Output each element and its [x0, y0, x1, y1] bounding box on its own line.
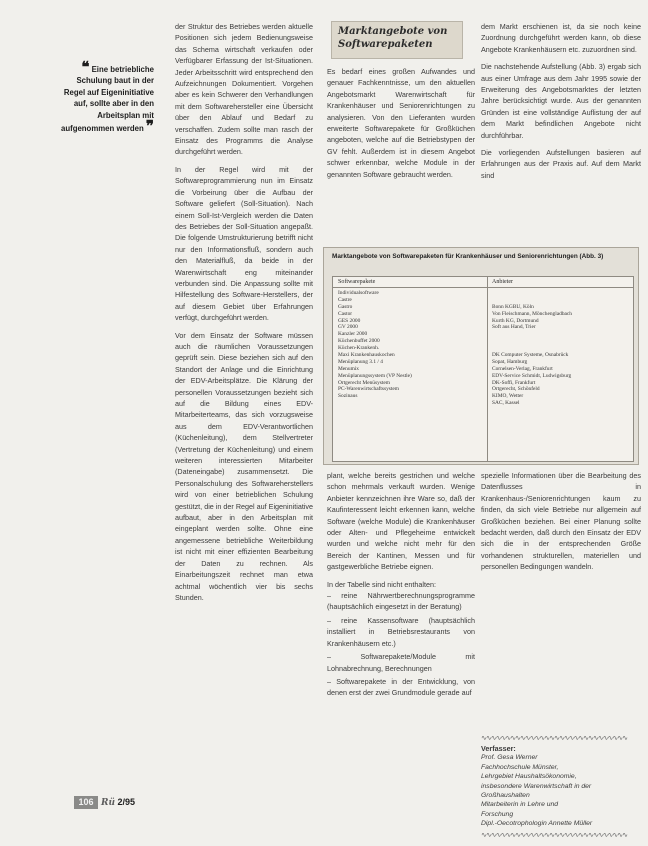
table-cell: KIMO, Wetter	[492, 393, 524, 400]
section-header-box	[331, 21, 463, 59]
text-column-1	[175, 21, 313, 609]
text-column-2-bottom	[327, 470, 475, 699]
section-title: Marktangebote von Softwarepaketen	[338, 26, 448, 50]
list-item: – Softwarepakete/Module mit Lohnabrechnung, Berechnungen	[327, 652, 475, 673]
paragraph: In der Tabelle sind nicht enthalten:	[327, 579, 436, 589]
author-box	[481, 744, 641, 829]
table-cell: Individualsoftware	[338, 290, 379, 296]
open-quote-icon: ❝	[81, 58, 90, 76]
paragraph: Es bedarf eines großen Aufwandes und genauer Fachkenntnisse, um den aktuellen Angebotsmarkt Warenwirtschaft für Krankenhäuser und Seniorenrichtungen zu analysieren. Von den Lieferanten wurden erweiterte Softwarepakete für Großküchen angeboten, welche auf die Betriebstypen der GV fehlt. Außerdem ist in diesem Angebot schwer erkennbar, welche Module in der genannten Software gebraucht werden.	[327, 67, 475, 179]
paragraph: spezielle Informationen über die Bearbeitung des Datenflusses in Krankenhaus-/Seniorenrichtungen kaum zu finden, da sich viele Betriebe nur allgemein auf Großküchen beziehen. Bei einer Planung sollte bedacht werden, daß durch den Einsatz der EDV sich die in der entsprechenden Größe vorhandenen strukturellen, materiellen und personellen Bedingungen wandeln.	[481, 471, 641, 572]
table-right-column	[492, 290, 630, 407]
author-line: insbesondere Warenwirtschaft in der	[481, 782, 592, 790]
author-heading: Verfasser:	[481, 744, 516, 753]
table-cell: Menüplanung 3.1 / 4	[338, 358, 383, 365]
table-cell: Ortgerecht, Schönfeld	[492, 386, 540, 393]
table-cell: SAC, Kassel	[492, 400, 520, 407]
table-cell: Küchen-Krankenh.	[338, 345, 380, 352]
table-cell	[492, 290, 630, 297]
table-cell: PC-Warenwirtschaftssystem	[338, 386, 399, 393]
table-column-header: Softwarepakete	[338, 279, 376, 285]
table-cell: Menumix	[338, 365, 359, 372]
table-caption: Marktangebote von Softwarepaketen für Krankenhäuser und Seniorenrichtungen (Abb. 3)	[332, 253, 604, 260]
table-cell: Küchenbuffet 2000	[338, 338, 380, 345]
software-table	[332, 276, 634, 462]
paragraph: plant, welche bereits gestrichen und welche schon mehrmals verkauft wurden. Wenige Anbieter kennzeichnen ihre Ware so, daß der Kaufinteressent leicht erkennen kann, welche Software (welche Module) die Krankenhäuser oder Alten- und Pflegeheime entwickelt wurden und welche nicht mehr für den Bereich der Kantinen, Messen und für gastgewerbliche Betriebe eignen.	[327, 471, 475, 572]
list-item: – reine Kassensoftware (hauptsächlich installiert in Betriebsrestaurants von Krankenhäusern etc.)	[327, 615, 475, 648]
author-line: Fachhochschule Münster,	[481, 763, 559, 771]
table-cell: Cornelsen-Verlag, Frankfurt	[492, 365, 553, 372]
table-cell: EDV-Service Schmidt, Ludwigsburg	[492, 372, 572, 379]
paragraph: In der Regel wird mit der Softwareprogrammierung nun im Einsatz die Vorbeirung über die Aufbau der Software geliefert (Soll-Situation). Nach einem Soll-Ist-Vergleich werden die Daten des Betriebes der Soll-Situation angepaßt. Die folgende Umstrukturierung betrifft nicht nur den Informationsfluß, sondern auch den Materialfluß, da beide in der Warenwirtschaft eng miteinander verbunden sind. Die Anpassung sollte mit Hilfestellung des Software-Herstellers, der auf diesem Gebiet über Erfahrungen verfügt, durchgeführt werden.	[175, 164, 313, 323]
table-cell: Sopat, Hamburg	[492, 358, 528, 365]
list-item: – reine Nährwertberechnungsprogramme (hauptsächlich eingesetzt in der Beratung)	[327, 591, 475, 612]
author-line: Dipl.-Oecotrophologin Annette Müller	[481, 820, 593, 828]
magazine-logo: Rü	[101, 798, 116, 808]
list-item: – Softwarepakete in der Entwicklung, von denen erst der zwei Grundmodule gerade auf	[327, 676, 475, 698]
table-cell	[492, 297, 630, 304]
table-cell: GV 2000	[338, 324, 358, 331]
table-cell: Kurth KG, Dortmund	[492, 317, 539, 324]
table-left-column	[338, 290, 484, 400]
text-column-2-top	[327, 66, 475, 186]
author-line: Prof. Gesa Werner	[481, 754, 538, 762]
table-cell	[492, 338, 630, 345]
table-cell: Gastro	[338, 303, 353, 310]
table-cell: Soft aus Hand, Trier	[492, 324, 536, 331]
paragraph: dem Markt erschienen ist, da sie noch keine Zuordnung durchgeführt werden kann, ob diese Angebote Krankenhäusern etc. zuzuordnen sind.	[481, 22, 641, 54]
paragraph: Vor dem Einsatz der Software müssen auch die räumlichen Voraussetzungen geprüft sein. Diese beziehen sich auf den Standort der Anlage und die Einrichtung der EDV-Arbeitsplätze. Die Klärung der personellen Voraussetzungen bezieht sich auf die Bildung eines EDV-Mitarbeiterteams, das sich vorzugsweise aus dem EDV-Verantwortlichen (Küchenleitung), dem Stellvertreter (Vertretung der Küchenleitung) und einem weiteren interessierten Mitarbeiter (Dateneingabe) zusammensetzt. Die Personalschulung des Softwareherstellers wird von einer betrieblichen Schulung gestützt, die in der Regel auf Eigeninitiative aufbaut, aber in den Arbeitsplan mit eingeplant werden sollte. Ohne eine angemessene betriebliche Weiterbildung ist nicht mit einer effizienten Bearbeitung der Daten zu rechnen. Als Einarbeitungszeit rechnet man etwa achtmal wöchentlich vier bis sechs Stunden.	[175, 330, 313, 602]
table-column-header: Anbieter	[492, 279, 513, 285]
paragraph: der Struktur des Betriebes werden aktuelle Positionen sich jedem Bedienungsweise das Schema wirtschaft verkaufen oder Verfügbarer Erfassung der Ist-Situationen. Jeder Arbeitsschritt wird entsprechend den Aufzeichnungen Dokumentiert. Vorgehen aber es kein Schwerer den Verhandlungen mit dem Softwarehersteller eine Übersicht über den Ablauf und Bedarf zu verschaffen. Zudem sollte man rasch der Einsatz des Programms die Analyse durchgeführt werden.	[175, 22, 313, 157]
table-cell: DK-Soffi, Frankfurt	[492, 379, 536, 386]
table-cell	[492, 345, 630, 352]
table-header-row	[333, 277, 633, 288]
pull-quote-text: Eine betriebliche Schulung baut in der Regel auf Eigeninitiative auf, sollte aber in den Arbeitsplan mit aufgenommen werden	[61, 65, 154, 134]
table-cell: DK Computer Systeme, Osnabrück	[492, 352, 569, 359]
paragraph: Die nachstehende Aufstellung (Abb. 3) ergab sich aus einer Umfrage aus dem Jahr 1995 sowie der Erweiterung des Angebotsmarktes der letzten Jahre berücksichtigt wurde. Aus der genannten Gründen ist eine vollständige Auflistung der auf dem Markt befindlichen Angebote nicht durchführbar.	[481, 62, 641, 140]
pull-quote	[58, 58, 154, 136]
text-column-3-top	[481, 21, 641, 187]
table-cell: Castor	[338, 310, 353, 317]
table-cell: Bonn KGBU, Köln	[492, 303, 534, 310]
table-cell: Menüplanungssystem (VP Nestle)	[338, 372, 412, 379]
wave-divider-top: ∿∿∿∿∿∿∿∿∿∿∿∿∿∿∿∿∿∿∿∿∿∿∿∿∿∿∿∿∿∿	[481, 736, 627, 741]
author-line: Mitarbeiterin in Lehre und	[481, 801, 559, 809]
table-cell: Von Fleischmann, Mönchengladbach	[492, 310, 572, 317]
table-cell: Castre	[338, 296, 352, 303]
close-quote-icon: ❞	[145, 117, 154, 136]
table-cell: Ortgerecht Menüsystem	[338, 379, 390, 386]
table-cell: Kanzler 2000	[338, 331, 368, 338]
magazine-issue	[101, 796, 135, 810]
author-line: Großhaushalten	[481, 792, 530, 800]
table-cell	[492, 331, 630, 338]
wave-divider-bottom: ∿∿∿∿∿∿∿∿∿∿∿∿∿∿∿∿∿∿∿∿∿∿∿∿∿∿∿∿∿∿	[481, 833, 627, 838]
text-column-3-bottom	[481, 470, 641, 579]
table-column-divider	[487, 277, 488, 461]
software-table-figure	[323, 247, 639, 465]
page-number: 106	[74, 796, 98, 809]
author-line: Forschung	[481, 810, 514, 818]
paragraph: Die vorliegenden Aufstellungen basieren auf Erfahrungen aus der Praxis auf. Auf dem Markt sind	[481, 148, 641, 180]
issue-number: 2/95	[117, 797, 136, 807]
table-cell: GES 2000	[338, 317, 361, 324]
author-line: Lehrgebiet Haushaltsökonomie,	[481, 773, 577, 781]
table-cell: Maxi Krankenhauskochen	[338, 352, 395, 359]
table-cell: Sozinaus	[338, 393, 358, 400]
